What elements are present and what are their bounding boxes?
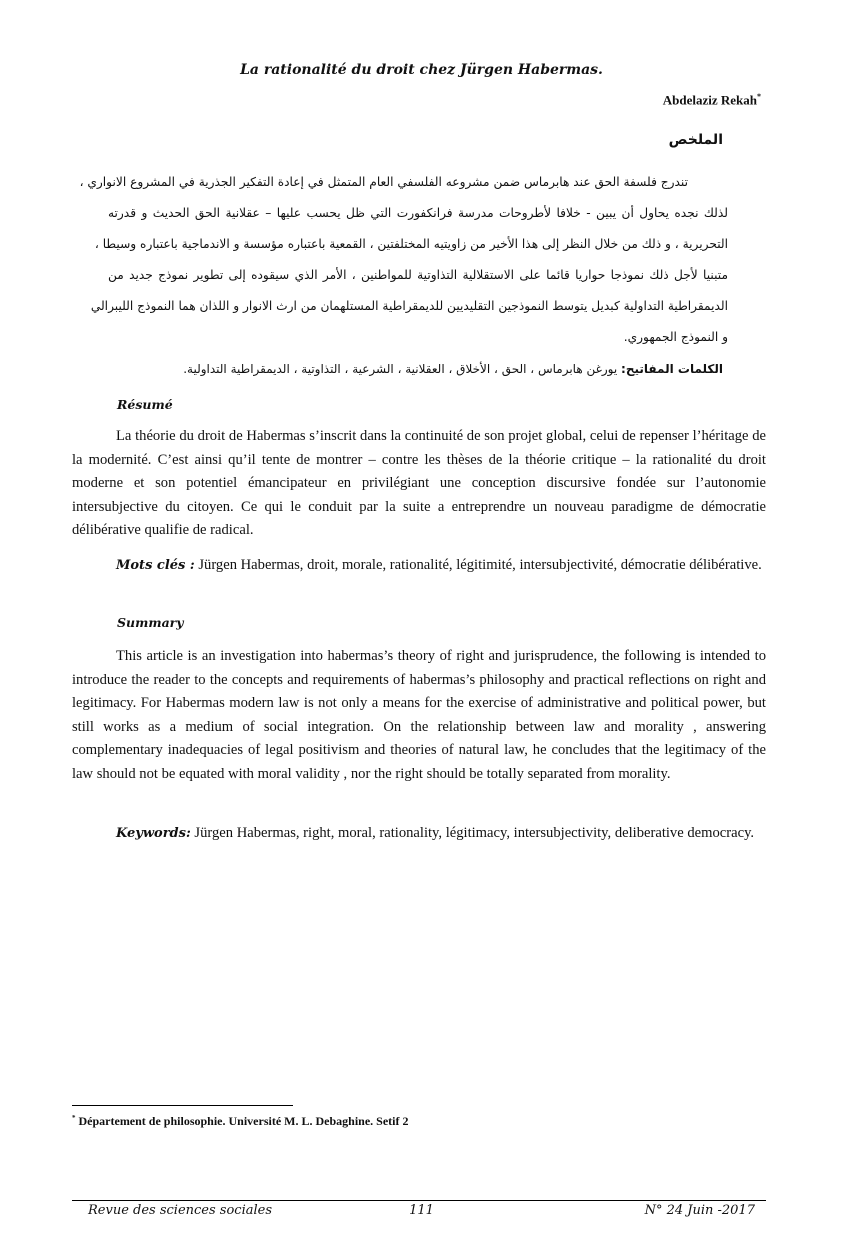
footer-separator [72,1200,766,1201]
arabic-abstract-line: متبنيا لأجل ذلك نموذجا حواريا قائما على الاستقلالية التذاوتية للمواطنين ، الأمر الذي سيقوده إلى تطوير نموذج جديد من [108,268,728,282]
author-footnote-mark: * [757,92,761,101]
resume-keywords [72,554,766,578]
footnote [72,1114,408,1129]
article-title: La rationalité du droit chez Jürgen Habermas. [240,62,603,78]
author-name [663,92,761,108]
arabic-abstract-body [79,167,728,353]
summary-keywords [72,822,766,846]
arabic-abstract-line: لذلك نجده يحاول أن يبين - خلافا لأطروحات مدرسة فرانكفورت التي ظل يحسب عليها – عقلانية الحق الحديث و قدرته [108,206,728,220]
summary-keywords-text: Jürgen Habermas, right, moral, rationality, légitimacy, intersubjectivity, deliberative democracy. [194,825,755,841]
footnote-separator [72,1105,293,1106]
summary-body [72,645,766,787]
arabic-keywords-label: الكلمات المفاتيح: [621,362,723,376]
resume-body [72,425,766,543]
footer-page-number: 111 [409,1203,434,1218]
arabic-keywords [183,362,723,376]
summary-text: This article is an investigation into habermas’s theory of right and jurisprudence, the following is intended to introduce the reader to the concepts and requirements of habermas’s philosophy and practical reflections on right and legitimacy. For Habermas modern law is not only a means for the exercise of administrative and political power, but still works as a medium of social integration. On the relationship between law and morality , answering complementary inadequacies of legal positivism and theories of natural law, he concludes that the legitimacy of the law should not be equated with moral validity , nor the right should be totally separated from morality. [72,648,766,782]
resume-heading: Résumé [117,397,173,412]
resume-keywords-label: Mots clés : [116,558,195,573]
summary-keywords-label: Keywords: [116,826,191,841]
arabic-abstract-line: تندرج فلسفة الحق عند هابرماس ضمن مشروعه الفلسفي العام المتمثل في إعادة التفكير الجذرية في المشروع الانواري ، [79,175,688,189]
footer-issue: N° 24 Juin -2017 [644,1203,755,1218]
footnote-text: Département de philosophie. Université M. L. Debaghine. Setif 2 [78,1114,409,1128]
footnote-mark: * [72,1114,76,1122]
arabic-keywords-text: يورغن هابرماس ، الحق ، الأخلاق ، العقلانية ، الشرعية ، التذاوتية ، الديمقراطية التداولية. [183,362,618,376]
footer-journal-name: Revue des sciences sociales [88,1203,273,1218]
summary-heading: Summary [117,615,184,630]
arabic-abstract-line: الديمقراطية التداولية كبديل يتوسط النموذجين التقليديين للديمقراطية المستلهمان من ارث الانوار و اللذان هما النموذج الليبرالي [90,299,728,313]
arabic-abstract-heading: الملخص [668,132,723,148]
resume-text: La théorie du droit de Habermas s’inscrit dans la continuité de son projet global, celui de repenser l’héritage de la modernité. C’est ainsi qu’il tente de montrer – contre les thèses de la théorie critique – la rationalité du droit moderne et son potentiel émancipateur en privilégiant une conception discursive fondée sur l’autonomie intersubjective du citoyen. Ce qui le conduit par la suite a entreprendre un nouveau paradigme de démocratie délibérative qualifie de radical. [72,428,766,539]
arabic-abstract-line: و النموذج الجمهوري. [623,330,728,344]
author-text: Abdelaziz Rekah [662,92,757,108]
resume-keywords-text: Jürgen Habermas, droit, morale, rationalité, légitimité, intersubjectivité, démocratie délibérative. [198,557,762,573]
arabic-abstract-line: التحريرية ، و ذلك من خلال النظر إلى هذا الأخير من زاويتيه المختلفتين ، القمعية باعتباره مؤسسة و الاندماجية باعتباره وسيطا ، [94,237,728,251]
